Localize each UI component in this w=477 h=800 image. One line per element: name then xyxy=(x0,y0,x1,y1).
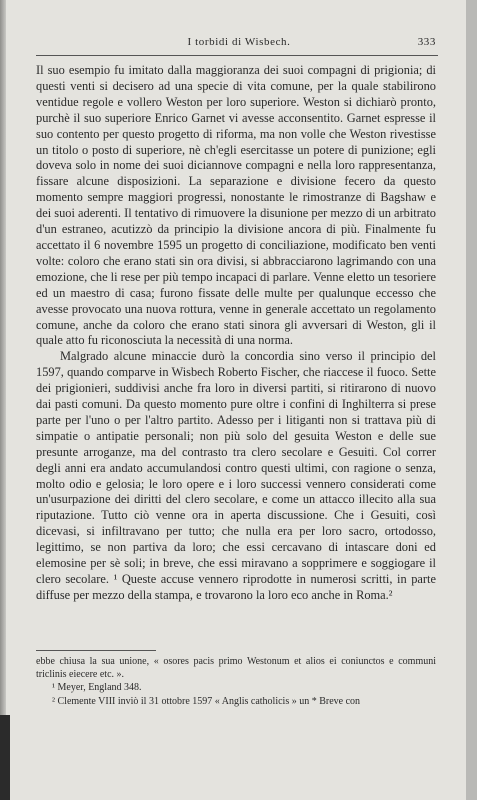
header-rule xyxy=(36,55,438,56)
paragraph-1: Il suo esempio fu imitato dalla maggioranza dei suoi compagni di prigionia; di questi venti si decisero ad una specie di vita comune, per la quale stabilirono ventidue regole e vollero Weston per loro superiore. Weston si dichiarò pronto, purchè il suo superiore Enrico Garnet vi avesse acconsentito. Garnet espresse il suo contento per questo progetto di riforma, ma non volle che Weston rivestisse un titolo o posto di superiore, nè ch'egli esercitasse un potere di punizione; egli doveva solo in nome dei suoi diciannove compagni e nella loro rappresentanza, fissare alcune disposizioni. La separazione e divisione fecero da questo momento sempre maggiori progressi, nonostante le rimostranze di Bagshaw e dei suoi aderenti. Il tentativo di rimuovere la disunione per mezzo di un arbitrato d'un estraneo, acutizzò da principio la divisione ancora di più. Finalmente fu accettato il 6 novembre 1595 un progetto di conciliazione, modificato ben venti volte: coloro che erano stati sin ora divisi, si abbracciarono lagrimando con una emozione, che li rese per più tempo incapaci di parlare. Venne eletto un tesoriere ed un maestro di casa; furono fissate delle multe per qualunque eccesso che avesse provocato una nuova rottura, venne in generale accettato un regolamento comune, anche da coloro che erano stati sinora gli avversari di Weston, gli il quale atto fu riconosciuta la necessità di una norma. xyxy=(36,63,436,348)
running-head xyxy=(42,36,436,50)
footnote-rule xyxy=(36,650,156,651)
footnote-continuation: ebbe chiusa la sua unione, « osores pacis primo Westonum et alios ei coniunctos e communi triclinis eiecere etc. ». xyxy=(36,656,436,681)
running-title: I torbidi di Wisbech. xyxy=(187,36,291,48)
body-text xyxy=(36,63,436,604)
footnote-1: ¹ Meyer, England 348. xyxy=(52,682,142,694)
footnotes xyxy=(36,655,436,708)
page-number: 333 xyxy=(417,36,436,48)
binding-shadow xyxy=(0,715,10,800)
book-page xyxy=(6,0,466,800)
paragraph-2: Malgrado alcune minaccie durò la concordia sino verso il principio del 1597, quando comparve in Wisbech Roberto Fischer, che riaccese il fuoco. Sette dei prigionieri, suddivisi anche fra loro in diversi partiti, si ritirarono di nuovo dai pasti comuni. Da questo momento pure oltre i confini di Inghilterra si prese parte per l'uno o per l'altro partito. Adesso per i litiganti non si trattava più di simpatie o antipatie personali; non più solo del gesuita Weston e delle sue presunte arroganze, ma del contrasto tra clero secolare e Gesuiti. Col correr degli anni era andato accumulandosi contro questi ultimi, con ragione o senza, molto odio e gelosia; le loro opere e i loro successi vennero considerati come un'usurpazione dei diritti del clero secolare, e come un attacco illecito alla sua riputazione. Tutto ciò venne ora in aperta discussione. Che i Gesuiti, così dicevasi, si infiltravano per tutto; che nulla era per loro sacro, ortodosso, legittimo, se non partiva da loro; che essi cercavano di intascare doni ed elemosine per sè soli; in breve, che essi miravano a sopprimere e soggiogare il clero secolare. ¹ Queste accuse vennero riprodotte in numerosi scritti, in parte diffuse per mezzo della stampa, e trovarono la loro eco anche in Roma.² xyxy=(36,349,436,602)
footnote-2: ² Clemente VIII inviò il 31 ottobre 1597 « Anglis catholicis » un * Breve con xyxy=(52,695,361,707)
